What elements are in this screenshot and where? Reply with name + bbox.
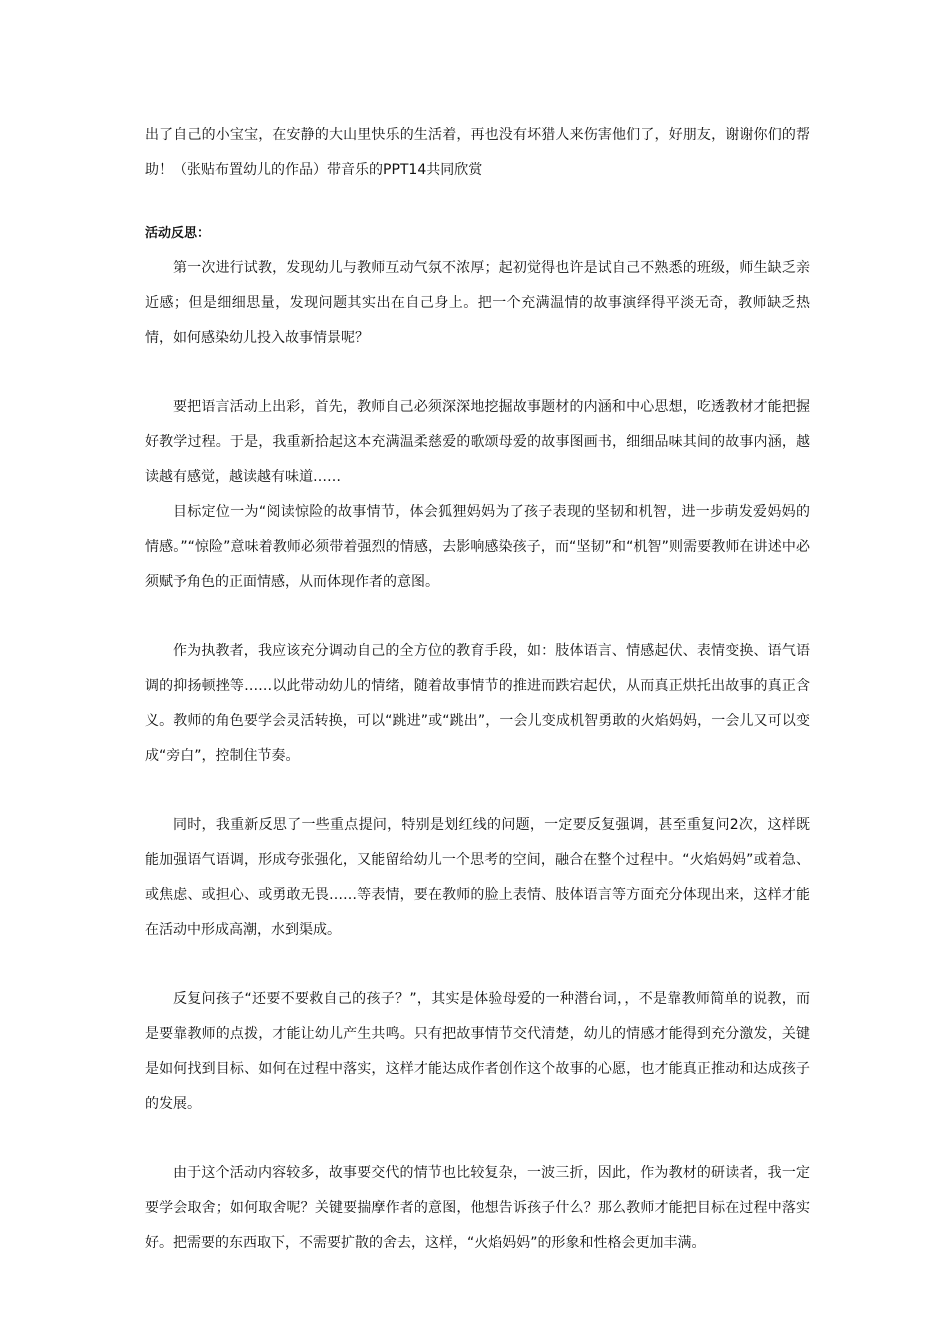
spacer: [145, 948, 810, 982]
reflection-paragraph-1: 第一次进行试教，发现幼儿与教师互动气氛不浓厚；起初觉得也许是试自己不熟悉的班级，师生缺乏亲近感；但是细细思量，发现问题其实出在自己身上。把一个充满温情的故事演绎得平淡无奇，教师缺乏热情，如何感染幼儿投入故事情景呢？: [145, 260, 810, 346]
spacer: [145, 774, 810, 808]
reflection-paragraph-2: 要把语言活动上出彩，首先，教师自己必须深深地挖掘故事题材的内涵和中心思想，吃透教材才能把握好教学过程。于是，我重新拾起这本充满温柔慈爱的歌颂母爱的故事图画书，细细品味其间的故事内涵，越读越有感觉，越读越有味道……: [145, 399, 810, 485]
reflection-paragraph-7: 由于这个活动内容较多，故事要交代的情节也比较复杂，一波三折，因此，作为教材的研读者，我一定要学会取舍；如何取舍呢？关键要揣摩作者的意图，他想告诉孩子什么？那么教师才能把目标在过程中落实好。把需要的东西取下，不需要扩散的舍去，这样，“火焰妈妈”的形象和性格会更加丰满。: [145, 1165, 810, 1251]
spacer: [145, 600, 810, 634]
reflection-paragraph-3: 目标定位一为“阅读惊险的故事情节，体会狐狸妈妈为了孩子表现的坚韧和机智，进一步萌发爱妈妈的情感。”“惊险”意味着教师必须带着强烈的情感，去影响感染孩子，而“坚韧”和“机智”则需要教师在讲述中必须赋予角色的正面情感，从而体现作者的意图。: [145, 504, 810, 590]
reflection-paragraph-6: 反复问孩子“还要不要救自己的孩子？”，其实是体验母爱的一种潜台词，，不是靠教师简单的说教，而是要靠教师的点拨，才能让幼儿产生共鸣。只有把故事情节交代清楚，幼儿的情感才能得到充分激发，关键是如何找到目标、如何在过程中落实，这样才能达成作者创作这个故事的心愿，也才能真正推动和达成孩子的发展。: [145, 991, 810, 1112]
spacer: [145, 1122, 810, 1156]
spacer: [145, 356, 810, 390]
intro-paragraph: 出了自己的小宝宝，在安静的大山里快乐的生活着，再也没有坏猎人来伤害他们了，好朋友，谢谢你们的帮助！（张贴布置幼儿的作品）带音乐的PPT14共同欣赏: [145, 127, 810, 178]
document-body: [145, 118, 810, 1261]
spacer: [145, 188, 810, 216]
reflection-paragraph-5: 同时，我重新反思了一些重点提问，特别是划红线的问题，一定要反复强调，甚至重复问2次，这样既能加强语气语调，形成夸张强化，又能留给幼儿一个思考的空间，融合在整个过程中。“火焰妈妈”或着急、或焦虑、或担心、或勇敢无畏……等表情，要在教师的脸上表情、肢体语言等方面充分体现出来，这样才能在活动中形成高潮，水到渠成。: [145, 817, 810, 938]
section-heading: 活动反思：: [145, 226, 211, 241]
reflection-paragraph-4: 作为执教者，我应该充分调动自己的全方位的教育手段，如：肢体语言、情感起伏、表情变换、语气语调的抑扬顿挫等……以此带动幼儿的情绪，随着故事情节的推进而跌宕起伏，从而真正烘托出故事的真正含义。教师的角色要学会灵活转换，可以“跳进”或“跳出”，一会儿变成机智勇敢的火焰妈妈，一会儿又可以变成“旁白”，控制住节奏。: [145, 643, 810, 764]
